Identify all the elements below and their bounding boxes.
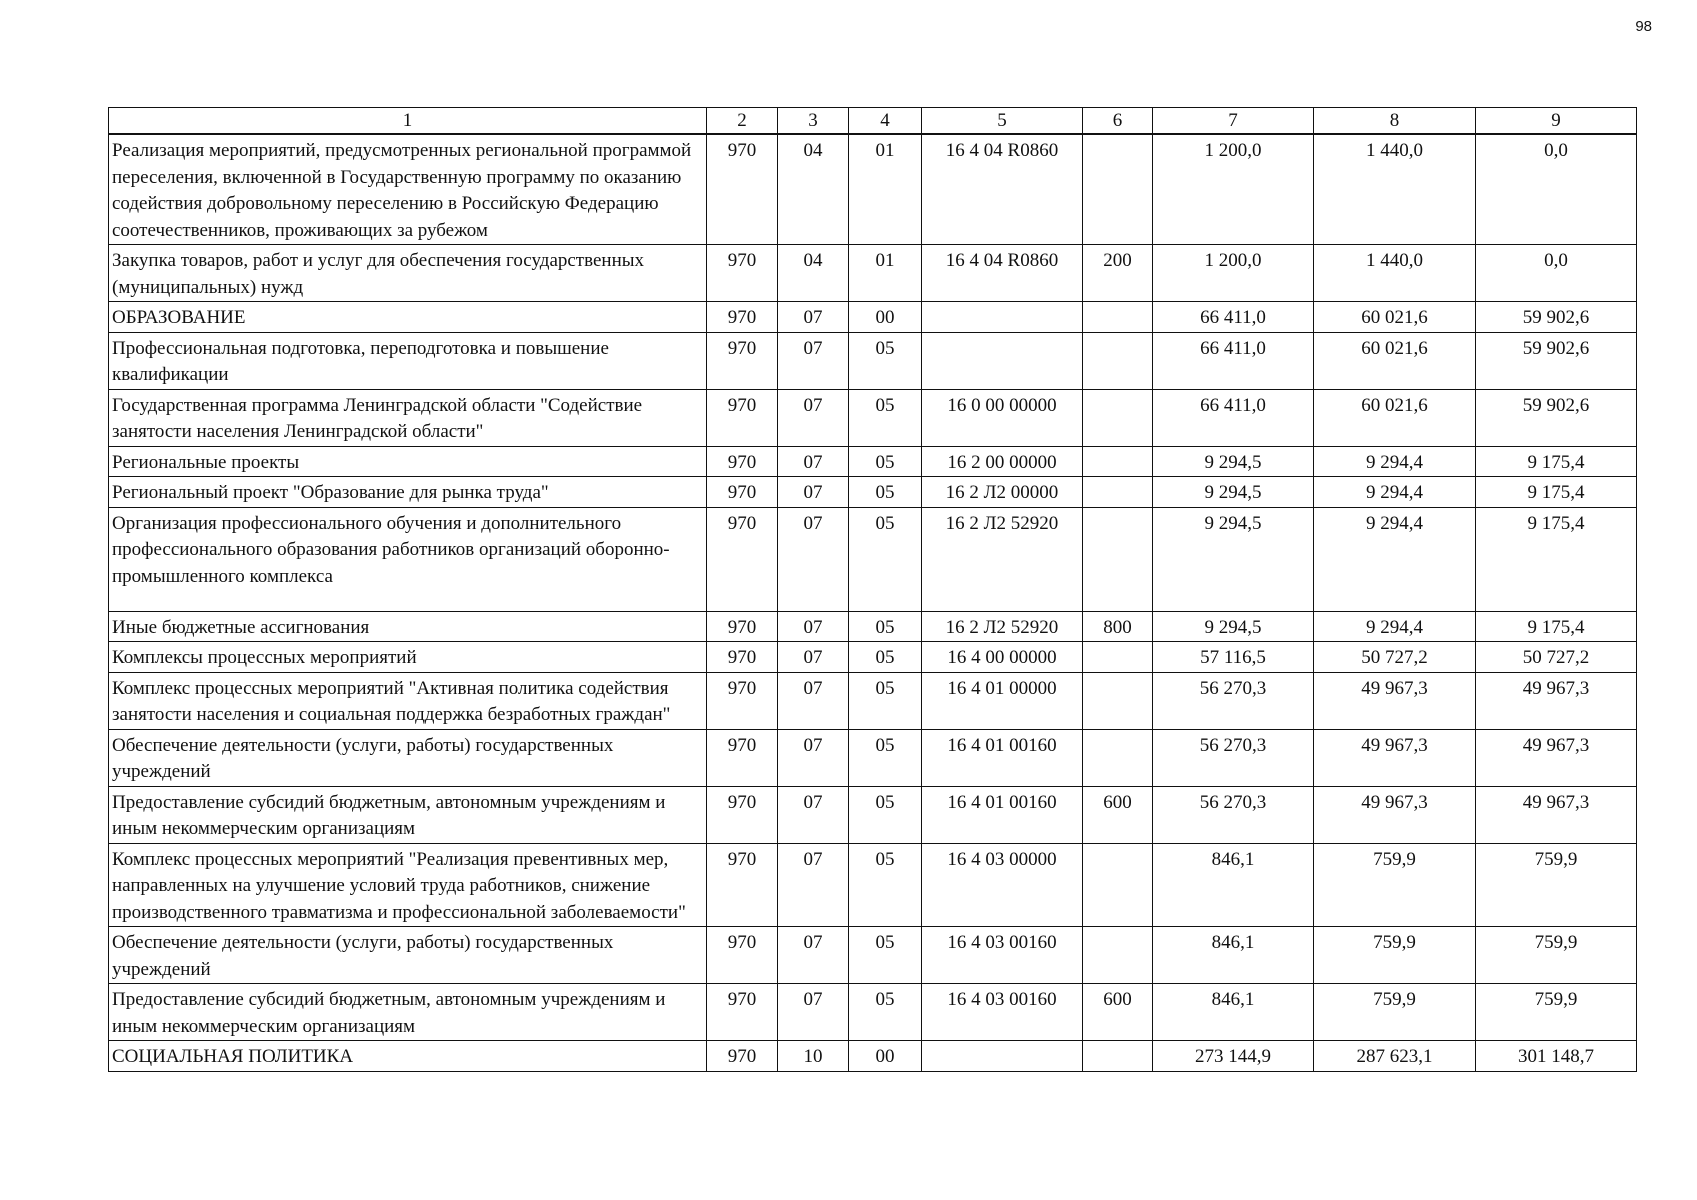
subsection-code: 05 [849, 477, 922, 508]
chapter-code: 07 [778, 927, 849, 984]
header-cell: 8 [1314, 108, 1476, 135]
row-name: Комплекс процессных мероприятий "Реализация превентивных мер, направленных на улучшение условий труда работников, снижение производственного травматизма и профессиональной заболеваемости" [109, 843, 707, 927]
header-cell: 2 [707, 108, 778, 135]
target-article-code: 16 4 01 00000 [922, 672, 1083, 729]
chapter-code: 07 [778, 786, 849, 843]
row-name: Предоставление субсидий бюджетным, автономным учреждениям и иным некоммерческим организациям [109, 786, 707, 843]
row-name: Иные бюджетные ассигнования [109, 611, 707, 642]
amount-col-9: 50 727,2 [1476, 642, 1637, 673]
amount-col-8: 9 294,4 [1314, 611, 1476, 642]
expense-type-code [1083, 672, 1153, 729]
chapter-code: 07 [778, 389, 849, 446]
amount-col-8: 1 440,0 [1314, 245, 1476, 302]
table-row [109, 672, 1637, 729]
header-cell: 6 [1083, 108, 1153, 135]
subsection-code: 05 [849, 642, 922, 673]
chapter-code: 07 [778, 843, 849, 927]
table-row [109, 302, 1637, 333]
target-article-code [922, 1041, 1083, 1072]
section-code: 970 [707, 389, 778, 446]
amount-col-8: 9 294,4 [1314, 477, 1476, 508]
expense-type-code: 800 [1083, 611, 1153, 642]
target-article-code [922, 332, 1083, 389]
subsection-code: 05 [849, 446, 922, 477]
row-name: Обеспечение деятельности (услуги, работы) государственных учреждений [109, 927, 707, 984]
table-row [109, 786, 1637, 843]
amount-col-8: 9 294,4 [1314, 446, 1476, 477]
amount-col-8: 49 967,3 [1314, 729, 1476, 786]
target-article-code: 16 4 03 00160 [922, 927, 1083, 984]
header-cell: 5 [922, 108, 1083, 135]
amount-col-7: 9 294,5 [1153, 477, 1314, 508]
amount-col-9: 301 148,7 [1476, 1041, 1637, 1072]
row-name: ОБРАЗОВАНИЕ [109, 302, 707, 333]
chapter-code: 07 [778, 642, 849, 673]
amount-col-7: 1 200,0 [1153, 245, 1314, 302]
chapter-code: 04 [778, 134, 849, 245]
chapter-code: 07 [778, 302, 849, 333]
amount-col-9: 9 175,4 [1476, 477, 1637, 508]
target-article-code: 16 4 01 00160 [922, 729, 1083, 786]
amount-col-9: 0,0 [1476, 245, 1637, 302]
row-name: Государственная программа Ленинградской области "Содействие занятости населения Ленинградской области" [109, 389, 707, 446]
expense-type-code [1083, 507, 1153, 611]
subsection-code: 05 [849, 927, 922, 984]
budget-table [108, 107, 1637, 1072]
subsection-code: 01 [849, 245, 922, 302]
target-article-code: 16 0 00 00000 [922, 389, 1083, 446]
expense-type-code [1083, 729, 1153, 786]
subsection-code: 01 [849, 134, 922, 245]
expense-type-code [1083, 446, 1153, 477]
subsection-code: 05 [849, 611, 922, 642]
table-row [109, 927, 1637, 984]
expense-type-code [1083, 642, 1153, 673]
expense-type-code [1083, 843, 1153, 927]
amount-col-7: 56 270,3 [1153, 729, 1314, 786]
table-row [109, 389, 1637, 446]
table-row [109, 332, 1637, 389]
header-cell: 7 [1153, 108, 1314, 135]
amount-col-7: 57 116,5 [1153, 642, 1314, 673]
chapter-code: 07 [778, 611, 849, 642]
amount-col-8: 1 440,0 [1314, 134, 1476, 245]
chapter-code: 07 [778, 729, 849, 786]
amount-col-7: 846,1 [1153, 927, 1314, 984]
amount-col-9: 759,9 [1476, 843, 1637, 927]
amount-col-7: 9 294,5 [1153, 507, 1314, 611]
header-cell: 3 [778, 108, 849, 135]
subsection-code: 00 [849, 302, 922, 333]
expense-type-code: 600 [1083, 786, 1153, 843]
row-name: Закупка товаров, работ и услуг для обеспечения государственных (муниципальных) нужд [109, 245, 707, 302]
expense-type-code: 200 [1083, 245, 1153, 302]
target-article-code [922, 302, 1083, 333]
amount-col-8: 759,9 [1314, 927, 1476, 984]
row-name: Региональный проект "Образование для рынка труда" [109, 477, 707, 508]
section-code: 970 [707, 245, 778, 302]
subsection-code: 05 [849, 984, 922, 1041]
section-code: 970 [707, 729, 778, 786]
subsection-code: 05 [849, 389, 922, 446]
amount-col-9: 9 175,4 [1476, 507, 1637, 611]
row-name: Региональные проекты [109, 446, 707, 477]
table-row [109, 611, 1637, 642]
amount-col-7: 9 294,5 [1153, 611, 1314, 642]
amount-col-9: 759,9 [1476, 984, 1637, 1041]
expense-type-code [1083, 332, 1153, 389]
target-article-code: 16 4 04 R0860 [922, 245, 1083, 302]
section-code: 970 [707, 446, 778, 477]
amount-col-9: 49 967,3 [1476, 729, 1637, 786]
table-row [109, 507, 1637, 611]
amount-col-9: 759,9 [1476, 927, 1637, 984]
section-code: 970 [707, 984, 778, 1041]
subsection-code: 00 [849, 1041, 922, 1072]
chapter-code: 10 [778, 1041, 849, 1072]
amount-col-7: 66 411,0 [1153, 389, 1314, 446]
header-cell: 1 [109, 108, 707, 135]
row-name: СОЦИАЛЬНАЯ ПОЛИТИКА [109, 1041, 707, 1072]
amount-col-8: 60 021,6 [1314, 302, 1476, 333]
target-article-code: 16 2 Л2 52920 [922, 611, 1083, 642]
target-article-code: 16 4 03 00160 [922, 984, 1083, 1041]
target-article-code: 16 4 04 R0860 [922, 134, 1083, 245]
target-article-code: 16 2 Л2 52920 [922, 507, 1083, 611]
table-row [109, 843, 1637, 927]
amount-col-9: 49 967,3 [1476, 786, 1637, 843]
section-code: 970 [707, 611, 778, 642]
amount-col-8: 759,9 [1314, 843, 1476, 927]
chapter-code: 07 [778, 477, 849, 508]
target-article-code: 16 2 Л2 00000 [922, 477, 1083, 508]
page-number: 98 [1635, 18, 1652, 35]
row-name: Комплекс процессных мероприятий "Активная политика содействия занятости населения и социальная поддержка безработных граждан" [109, 672, 707, 729]
amount-col-9: 0,0 [1476, 134, 1637, 245]
amount-col-7: 9 294,5 [1153, 446, 1314, 477]
amount-col-9: 59 902,6 [1476, 332, 1637, 389]
amount-col-8: 49 967,3 [1314, 672, 1476, 729]
row-name: Организация профессионального обучения и дополнительного профессионального образования работников организаций оборонно-промышленного комплекса [109, 507, 707, 611]
header-cell: 9 [1476, 108, 1637, 135]
subsection-code: 05 [849, 672, 922, 729]
row-name: Реализация мероприятий, предусмотренных региональной программой переселения, включенной в Государственную программу по оказанию содействия добровольному переселению в Российскую Федерацию соотечественников, проживающих за рубежом [109, 134, 707, 245]
amount-col-9: 59 902,6 [1476, 389, 1637, 446]
chapter-code: 07 [778, 507, 849, 611]
amount-col-9: 49 967,3 [1476, 672, 1637, 729]
chapter-code: 07 [778, 332, 849, 389]
subsection-code: 05 [849, 507, 922, 611]
section-code: 970 [707, 477, 778, 508]
section-code: 970 [707, 927, 778, 984]
chapter-code: 04 [778, 245, 849, 302]
expense-type-code [1083, 302, 1153, 333]
section-code: 970 [707, 507, 778, 611]
amount-col-9: 9 175,4 [1476, 611, 1637, 642]
target-article-code: 16 4 00 00000 [922, 642, 1083, 673]
section-code: 970 [707, 786, 778, 843]
amount-col-7: 56 270,3 [1153, 786, 1314, 843]
expense-type-code [1083, 389, 1153, 446]
amount-col-7: 273 144,9 [1153, 1041, 1314, 1072]
subsection-code: 05 [849, 332, 922, 389]
expense-type-code [1083, 134, 1153, 245]
amount-col-8: 287 623,1 [1314, 1041, 1476, 1072]
table-row [109, 984, 1637, 1041]
section-code: 970 [707, 843, 778, 927]
table-row [109, 729, 1637, 786]
target-article-code: 16 4 01 00160 [922, 786, 1083, 843]
amount-col-8: 49 967,3 [1314, 786, 1476, 843]
amount-col-7: 66 411,0 [1153, 332, 1314, 389]
row-name: Комплексы процессных мероприятий [109, 642, 707, 673]
chapter-code: 07 [778, 446, 849, 477]
chapter-code: 07 [778, 672, 849, 729]
section-code: 970 [707, 642, 778, 673]
header-row [109, 108, 1637, 135]
table-row [109, 245, 1637, 302]
expense-type-code [1083, 927, 1153, 984]
row-name: Профессиональная подготовка, переподготовка и повышение квалификации [109, 332, 707, 389]
header-cell: 4 [849, 108, 922, 135]
amount-col-7: 56 270,3 [1153, 672, 1314, 729]
section-code: 970 [707, 332, 778, 389]
amount-col-7: 846,1 [1153, 843, 1314, 927]
amount-col-9: 59 902,6 [1476, 302, 1637, 333]
subsection-code: 05 [849, 786, 922, 843]
section-code: 970 [707, 302, 778, 333]
subsection-code: 05 [849, 843, 922, 927]
amount-col-7: 66 411,0 [1153, 302, 1314, 333]
table-row [109, 642, 1637, 673]
expense-type-code [1083, 1041, 1153, 1072]
amount-col-8: 60 021,6 [1314, 332, 1476, 389]
section-code: 970 [707, 1041, 778, 1072]
row-name: Предоставление субсидий бюджетным, автономным учреждениям и иным некоммерческим организациям [109, 984, 707, 1041]
expense-type-code [1083, 477, 1153, 508]
amount-col-9: 9 175,4 [1476, 446, 1637, 477]
section-code: 970 [707, 134, 778, 245]
amount-col-7: 1 200,0 [1153, 134, 1314, 245]
target-article-code: 16 4 03 00000 [922, 843, 1083, 927]
amount-col-7: 846,1 [1153, 984, 1314, 1041]
table-row [109, 1041, 1637, 1072]
amount-col-8: 9 294,4 [1314, 507, 1476, 611]
table-row [109, 477, 1637, 508]
chapter-code: 07 [778, 984, 849, 1041]
amount-col-8: 759,9 [1314, 984, 1476, 1041]
table-row [109, 446, 1637, 477]
section-code: 970 [707, 672, 778, 729]
expense-type-code: 600 [1083, 984, 1153, 1041]
amount-col-8: 60 021,6 [1314, 389, 1476, 446]
amount-col-8: 50 727,2 [1314, 642, 1476, 673]
table-row [109, 134, 1637, 245]
target-article-code: 16 2 00 00000 [922, 446, 1083, 477]
row-name: Обеспечение деятельности (услуги, работы) государственных учреждений [109, 729, 707, 786]
subsection-code: 05 [849, 729, 922, 786]
